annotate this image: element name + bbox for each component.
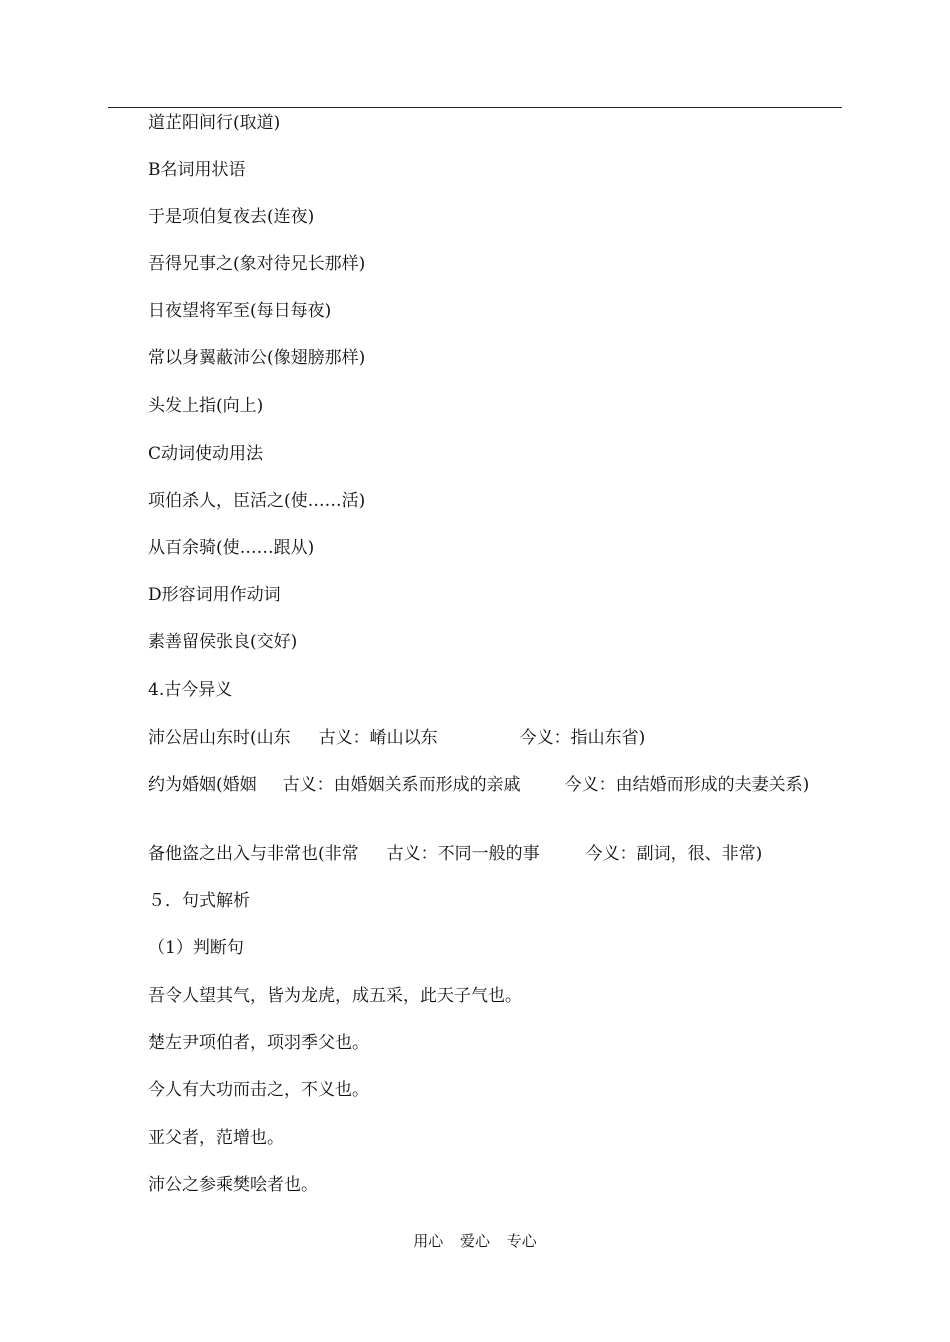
- example-line: 亚父者，范增也。: [148, 1128, 284, 1148]
- text-line: 头发上指(向上): [148, 396, 264, 416]
- gujin-jin: 今义：指山东省): [519, 728, 646, 748]
- example-line: 沛公之参乘樊哙者也。: [148, 1175, 318, 1195]
- gujin-item: [148, 728, 645, 748]
- gujin-item: [148, 844, 762, 864]
- example-line: 今人有大功而击之，不义也。: [148, 1080, 369, 1100]
- gujin-item: [108, 774, 842, 796]
- text-line: 道芷阳间行(取道): [148, 113, 281, 133]
- footer-word: 用心: [413, 1232, 444, 1250]
- text-line: 素善留侯张良(交好): [148, 632, 298, 652]
- gujin-head: 约为婚姻(婚姻: [148, 775, 257, 795]
- text-line: D形容词用作动词: [148, 585, 281, 605]
- section-heading: ５．句式解析: [148, 891, 250, 911]
- text-line: 从百余骑(使……跟从): [148, 538, 315, 558]
- gujin-gu: 古义：不同一般的事: [386, 844, 540, 864]
- gujin-jin: 今义：由结婚而形成的夫妻关系): [564, 775, 810, 795]
- text-line: 常以身翼蔽沛公(像翅膀那样): [148, 348, 366, 368]
- footer-word: 爱心: [459, 1232, 490, 1250]
- gujin-head: 沛公居山东时(山东: [148, 728, 291, 748]
- gujin-gu: 古义：崤山以东: [318, 728, 438, 748]
- gujin-head: 备他盗之出入与非常也(非常: [148, 844, 359, 864]
- text-line: 吾得兄事之(象对待兄长那样): [148, 254, 366, 274]
- footer-word: 专心: [506, 1232, 537, 1250]
- page-footer: [0, 1230, 950, 1251]
- text-line: 日夜望将军至(每日每夜): [148, 301, 332, 321]
- subsection-heading: （1）判断句: [148, 938, 244, 958]
- example-line: 吾令人望其气，皆为龙虎，成五采，此天子气也。: [148, 986, 522, 1006]
- text-line: 项伯杀人，臣活之(使……活): [148, 491, 366, 511]
- section-heading: 4.古今异义: [148, 680, 233, 700]
- text-line: C动词使动用法: [148, 444, 264, 464]
- example-line: 楚左尹项伯者，项羽季父也。: [148, 1033, 369, 1053]
- header-rule: [108, 107, 842, 108]
- text-line: B名词用状语: [148, 160, 246, 180]
- text-line: 于是项伯复夜去(连夜): [148, 207, 315, 227]
- gujin-gu: 古义：由婚姻关系而形成的亲戚: [282, 775, 521, 795]
- gujin-jin: 今义：副词，很、非常): [585, 844, 763, 864]
